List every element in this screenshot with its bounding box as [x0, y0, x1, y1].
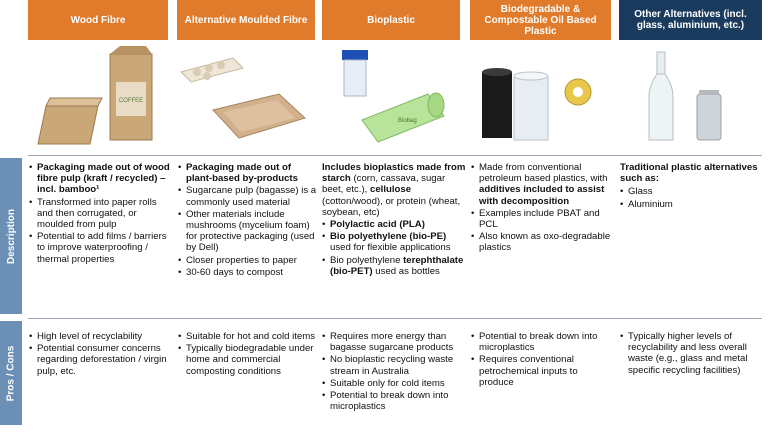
list-item: • Packaging made out of wood fibre pulp (kraft / recycled) – incl. bamboo¹: [29, 162, 171, 196]
row-separator: [28, 318, 762, 319]
list-item: • Closer properties to paper: [178, 255, 318, 266]
list-item: • Bio polyethylene (bio-PE) used for flexible applications: [322, 231, 466, 253]
list-item: • Potential to break down into microplastics: [322, 390, 466, 412]
biobag-label: Biobag: [398, 118, 417, 124]
list-item: • Polylactic acid (PLA): [322, 219, 466, 230]
oil-based-plastic-image: [470, 46, 611, 146]
desc-oil-based-plastic: [471, 162, 613, 255]
list-item: • High level of recyclability: [29, 331, 171, 342]
bioplastic-image: [322, 46, 462, 146]
list-item: • Suitable only for cold items: [322, 378, 466, 389]
desc-bioplastic: [322, 162, 466, 278]
moulded-fibre-image: [177, 52, 315, 142]
other-lead: Traditional plastic alternatives such as:: [620, 162, 758, 185]
list-item: • Typically higher levels of recyclability and less overall waste (e.g., glass and metal specific recycling facilities): [620, 331, 762, 376]
list-item: • Potential to break down into microplastics: [471, 331, 613, 353]
row-label-description: Description: [0, 158, 22, 314]
pros-oil-based-plastic: [471, 331, 613, 389]
header-bioplastic: Bioplastic: [322, 0, 460, 40]
list-item: • Other materials include mushrooms (mycelium foam) for protective packaging (used by Dell): [178, 209, 318, 254]
list-item: • Packaging made out of plant-based by-products: [178, 162, 318, 184]
list-item: • Potential to add films / barriers to improve waterproofing / thermal properties: [29, 231, 171, 265]
list-item: • Requires conventional petrochemical inputs to produce: [471, 354, 613, 388]
row-label-pros-cons: Pros / Cons: [0, 321, 22, 425]
header-oil-based-plastic: Biodegradable & Compostable Oil Based Plastic: [470, 0, 611, 40]
list-item: • 30-60 days to compost: [178, 267, 318, 278]
header-wood-fibre: Wood Fibre: [28, 0, 168, 40]
list-item: • Suitable for hot and cold items: [178, 331, 318, 342]
list-item: • No bioplastic recycling waste stream in Australia: [322, 354, 466, 376]
desc-moulded-fibre: [178, 162, 318, 279]
coffee-bag-label: COFFEE: [118, 98, 144, 104]
pros-other-alternatives: [620, 331, 762, 377]
wood-fibre-image: [28, 46, 168, 146]
list-item: • Made from conventional petroleum based plastics, with additives included to assist with decomposition: [471, 162, 613, 207]
list-item: • Examples include PBAT and PCL: [471, 208, 613, 230]
list-item: • Bio polyethylene terephthalate (bio-PET) used as bottles: [322, 255, 466, 277]
list-item: • Glass: [620, 186, 762, 197]
pros-bioplastic: [322, 331, 466, 413]
pros-wood-fibre: [29, 331, 171, 378]
desc-other-alternatives: [620, 162, 762, 211]
list-item: • Sugarcane pulp (bagasse) is a commonly used material: [178, 185, 318, 207]
pros-moulded-fibre: [178, 331, 318, 378]
header-alternative-moulded-fibre: Alternative Moulded Fibre: [177, 0, 315, 40]
glass-aluminium-image: [619, 46, 762, 146]
list-item: • Requires more energy than bagasse sugarcane products: [322, 331, 466, 353]
list-item: • Aluminium: [620, 199, 762, 210]
list-item: • Also known as oxo-degradable plastics: [471, 231, 613, 253]
list-item: • Potential consumer concerns regarding deforestation / virgin pulp, etc.: [29, 343, 171, 377]
list-item: • Transformed into paper rolls and then corrugated, or moulded from pulp: [29, 197, 171, 231]
bioplastic-lead: Includes bioplastics made from starch (corn, cassava, sugar beet, etc.), cellulose (cotton/wood), or protein (wheat, soybean, etc): [322, 162, 466, 218]
desc-wood-fibre: [29, 162, 171, 266]
row-separator: [28, 155, 762, 156]
header-other-alternatives: Other Alternatives (incl. glass, aluminium, etc.): [619, 0, 762, 40]
list-item: • Typically biodegradable under home and commercial composting conditions: [178, 343, 318, 377]
